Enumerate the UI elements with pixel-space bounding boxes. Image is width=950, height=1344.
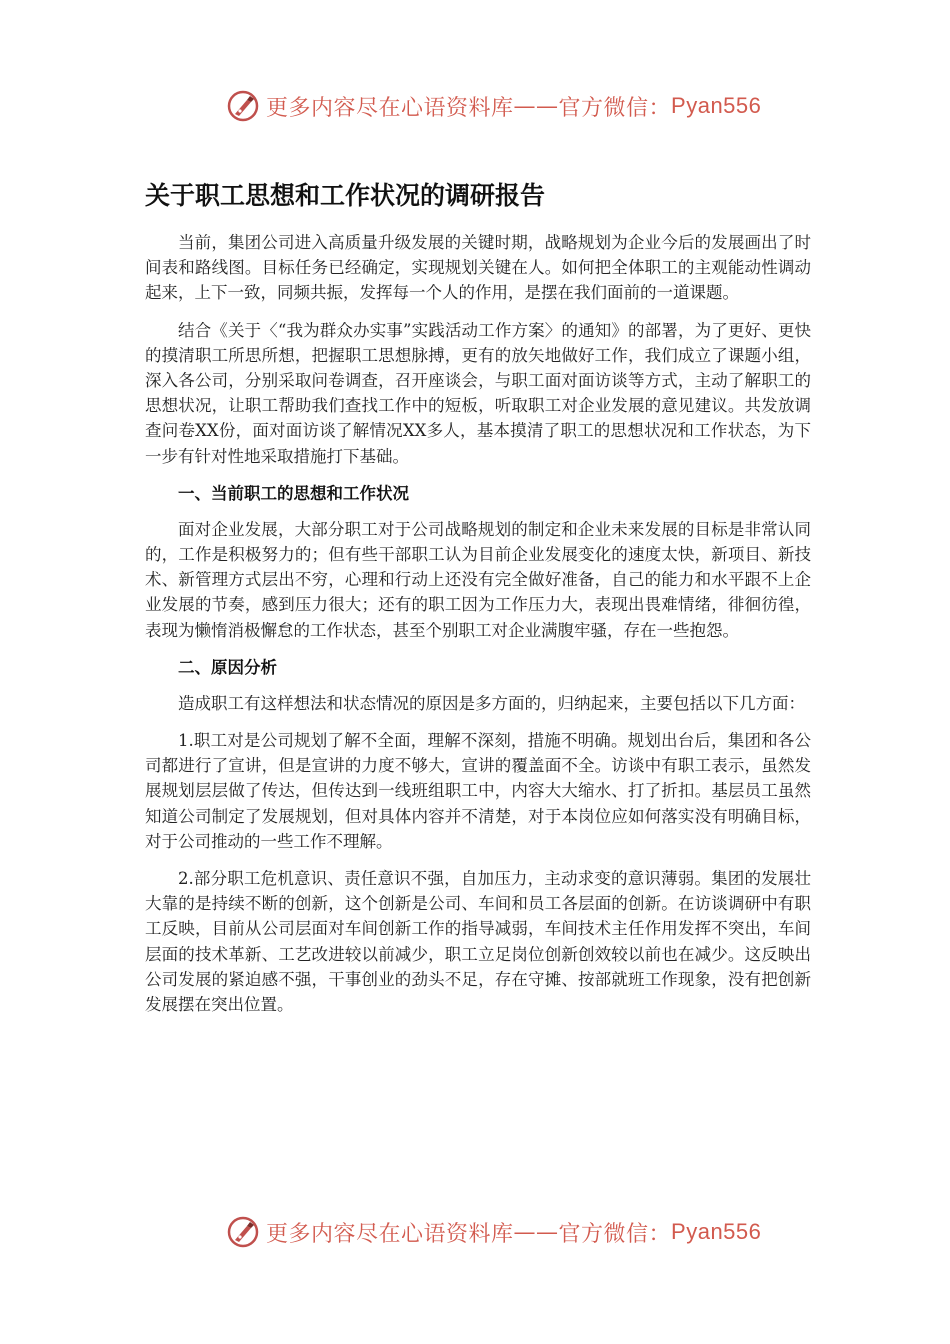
document-body	[145, 230, 811, 1029]
pen-nib-icon	[226, 89, 260, 123]
watermark-main-text: 更多内容尽在心语资料库	[266, 1221, 514, 1247]
footer-watermark	[226, 1212, 761, 1252]
paragraph-intro: 当前，集团公司进入高质量升级发展的关键时期，战略规划为企业今后的发展画出了时间表和路线图。目标任务已经确定，实现规划关键在人。如何把全体职工的主观能动性调动起来，上下一致，同频共振，发挥每一个人的作用，是摆在我们面前的一道课题。	[145, 233, 811, 303]
paragraph-background: 结合《关于〈“我为群众办实事”实践活动工作方案〉的通知》的部署，为了更好、更快的摸清职工所思所想，把握职工思想脉搏，更有的放矢地做好工作，我们成立了课题小组，深入各公司，分别采取问卷调查，召开座谈会，与职工面对面访谈等方式，主动了解职工的思想状况，让职工帮助我们查找工作中的短板，听取职工对企业发展的意见建议。共发放调查问卷XX份，面对面访谈了解情况XX多人，基本摸清了职工的思想状况和工作状态，为下一步有针对性地采取措施打下基础。	[145, 320, 811, 466]
watermark-contact-id: Pyan556	[671, 1219, 762, 1244]
watermark-dash: ——	[513, 1219, 559, 1245]
watermark-dash: ——	[513, 93, 559, 119]
section-heading-cause-analysis: 二、原因分析	[178, 657, 277, 677]
paragraph-current-status: 面对企业发展，大部分职工对于公司战略规划的制定和企业未来发展的目标是非常认同的，工作是积极努力的；但有些干部职工认为目前企业发展变化的速度太快，新项目、新技术、新管理方式层出不穷，心理和行动上还没有完全做好准备，自己的能力和水平跟不上企业发展的节奏，感到压力很大；还有的职工因为工作压力大，表现出畏难情绪，徘徊彷徨，表现为懒惰消极懈怠的工作状态，甚至个别职工对企业满腹牢骚，存在一些抱怨。	[145, 519, 811, 640]
watermark-main-text: 更多内容尽在心语资料库	[266, 95, 514, 121]
document-title: 关于职工思想和工作状况的调研报告	[145, 181, 546, 210]
pen-nib-icon	[226, 1215, 260, 1249]
watermark-contact-id: Pyan556	[671, 93, 762, 118]
section-heading-current-status: 一、当前职工的思想和工作状况	[178, 483, 409, 503]
paragraph-cause-1: 1.职工对是公司规划了解不全面，理解不深刻，措施不明确。规划出台后，集团和各公司都进行了宣讲，但是宣讲的力度不够大，宣讲的覆盖面不全。访谈中有职工表示，虽然发展规划层层做了传达，但传达到一线班组职工中，内容大大缩水、打了折扣。基层员工虽然知道公司制定了发展规划，但对具体内容并不清楚，对于本岗位应如何落实没有明确目标，对于公司推动的一些工作不理解。	[145, 731, 811, 851]
watermark-contact-label: 官方微信：	[558, 95, 672, 121]
paragraph-cause-intro: 造成职工有这样想法和状态情况的原因是多方面的，归纳起来，主要包括以下几方面：	[178, 693, 805, 713]
header-watermark	[226, 86, 761, 126]
paragraph-cause-2: 2.部分职工危机意识、责任意识不强，自加压力，主动求变的意识薄弱。集团的发展壮大靠的是持续不断的创新，这个创新是公司、车间和员工各层面的创新。在访谈调研中有职工反映，目前从公司层面对车间创新工作的指导减弱，车间技术主任作用发挥不突出，车间层面的技术革新、工艺改进较以前减少，职工立足岗位创新创效较以前也在减少。这反映出公司发展的紧迫感不强，干事创业的劲头不足，存在守摊、按部就班工作现象，没有把创新发展摆在突出位置。	[145, 869, 811, 1015]
watermark-contact-label: 官方微信：	[558, 1221, 672, 1247]
